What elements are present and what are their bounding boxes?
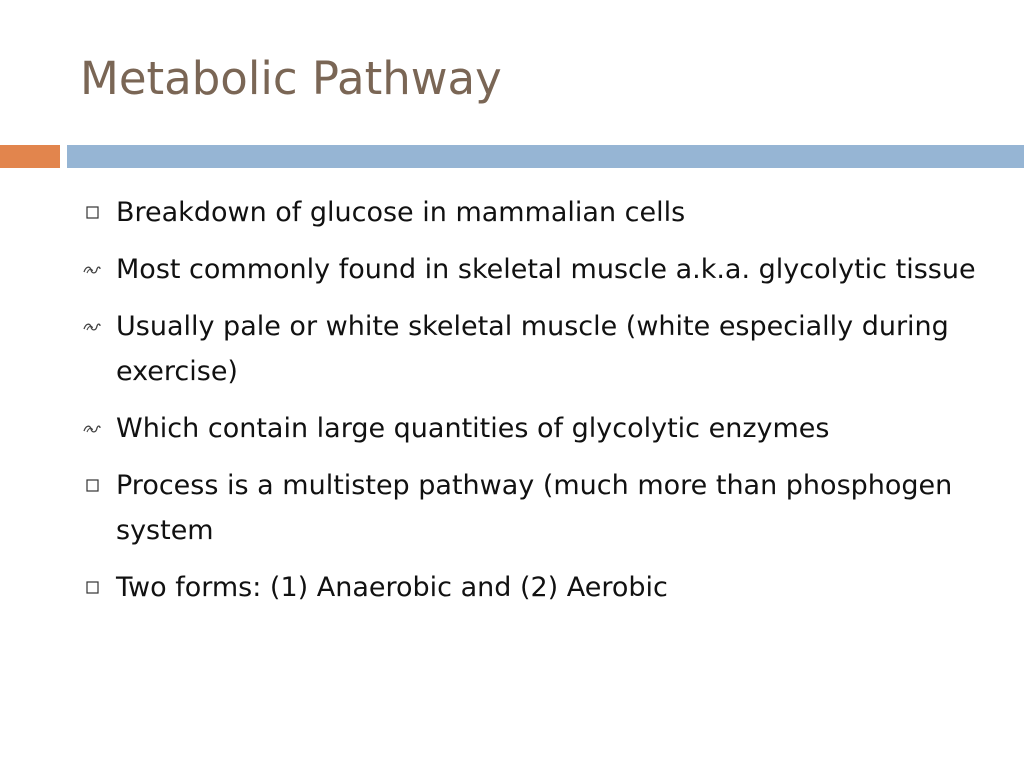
slide-title: Metabolic Pathway xyxy=(80,52,502,105)
accent-bar-blue xyxy=(67,145,1024,168)
square-icon xyxy=(80,565,104,610)
bullet-list xyxy=(80,190,980,622)
curl-icon xyxy=(80,247,104,292)
bullet-text: Process is a multistep pathway (much more than phosphogen system xyxy=(116,470,953,546)
bullet-item xyxy=(80,565,980,610)
bullet-item xyxy=(80,247,980,292)
bullet-item xyxy=(80,463,980,553)
bullet-text: Two forms: (1) Anaerobic and (2) Aerobic xyxy=(116,572,668,603)
bullet-text: Which contain large quantities of glycolytic enzymes xyxy=(116,413,830,444)
square-icon xyxy=(80,190,104,235)
bullet-text: Usually pale or white skeletal muscle (white especially during exercise) xyxy=(116,311,949,387)
bullet-text: Most commonly found in skeletal muscle a.k.a. glycolytic tissue xyxy=(116,254,976,285)
curl-icon xyxy=(80,304,104,349)
bullet-text: Breakdown of glucose in mammalian cells xyxy=(116,197,686,228)
bullet-item xyxy=(80,304,980,394)
accent-bar-orange xyxy=(0,145,60,168)
bullet-item xyxy=(80,406,980,451)
curl-icon xyxy=(80,406,104,451)
square-icon xyxy=(80,463,104,508)
bullet-item xyxy=(80,190,980,235)
